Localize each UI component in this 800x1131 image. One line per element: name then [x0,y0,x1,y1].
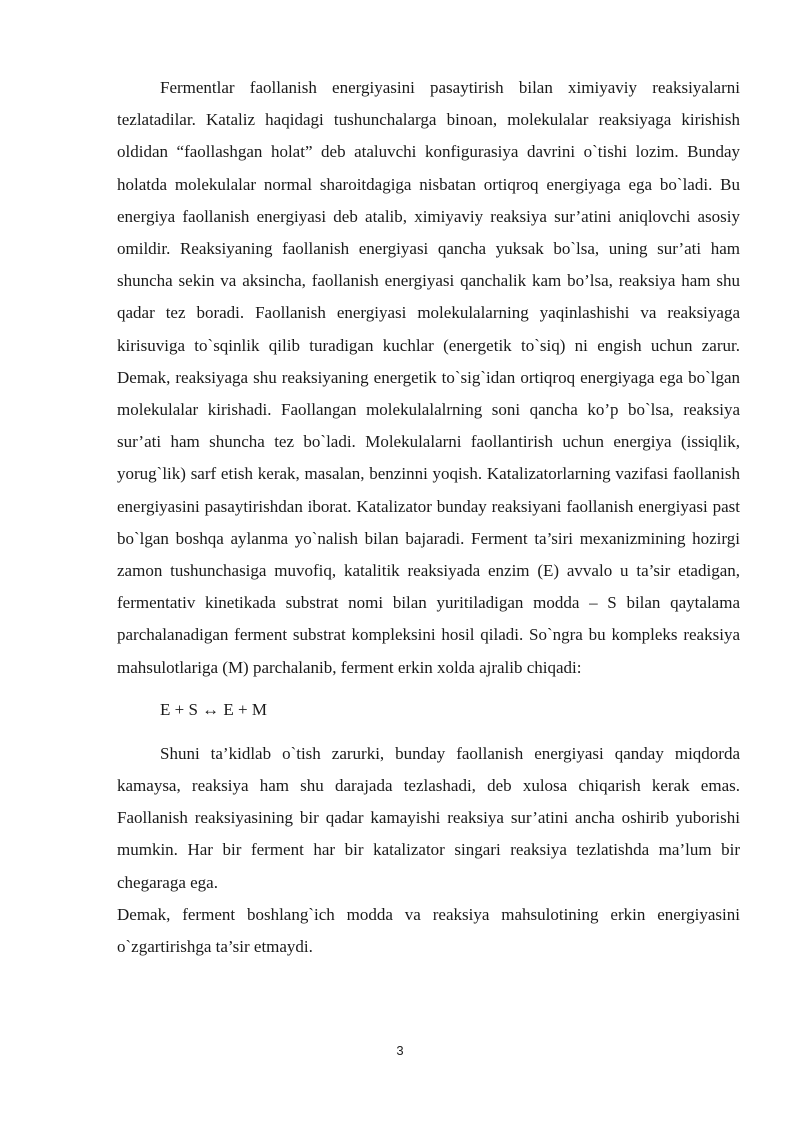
page-number: 3 [396,1043,404,1058]
paragraph-activation-energy: Fermentlar faollanish energiyasini pasaytirish bilan ximiyaviy reaksiyalarni tezlatadilar. Kataliz haqidagi tushunchalarga binoan, molekulalar reaksiyaga kirishish oldidan “faollashgan holat” deb ataluvchi konfigurasiya davrini o`tishi lozim. Bunday holatda molekulalar normal sharoitdagiga nisbatan ortiqroq energiyaga ega bo`ladi. Bu energiya faollanish energiyasi deb atalib, ximiyaviy reaksiya sur’atini aniqlovchi asosiy omildir. Reaksiyaning faollanish energiyasi qancha yuksak bo`lsa, uning sur’ati ham shuncha sekin va aksincha, faollanish energiyasi qanchalik kam bo’lsa, reaksiya ham shu qadar tez boradi. Faollanish energiyasi molekulalarning yaqinlashishi va reaksiyaga kirisuviga to`sqinlik qilib turadigan kuchlar (energetik to`siq) ni engish uchun zarur. Demak, reaksiyaga shu reaksiyaning energetik to`sig`idan ortiqroq energiyaga ega bo`lgan molekulalar kirishadi. Faollangan molekulalalrning soni qancha ko’p bo`lsa, reaksiya sur’ati ham shuncha tez bo`ladi. Molekulalarni faollantirish uchun energiya (issiqlik, yorug`lik) sarf etish kerak, masalan, benzinni yoqish. Katalizatorlarning vazifasi faollanish energiyasini pasaytirishdan iborat. Katalizator bunday reaksiyani faollanish energiyasi past bo`lgan boshqa aylanma yo`nalish bilan bajaradi. Ferment ta’siri mexanizmining hozirgi zamon tushunchasiga muvofiq, katalitik reaksiyada enzim (E) avvalo u ta’sir etadigan, fermentativ kinetikada substrat nomi bilan yuritiladigan modda – S bilan qaytalama parchalanadigan ferment substrat kompleksini hosil qiladi. So`ngra bu kompleks reaksiya mahsulotlariga (M) parchalanib, ferment erkin xolda ajralib chiqadi: [117,78,740,677]
paragraph-limit: Shuni ta’kidlab o`tish zarurki, bunday faollanish energiyasi qanday miqdorda kamaysa, reaksiya ham shu darajada tezlashadi, deb xulosa chiqarish kerak emas. Faollanish reaksiyasining bir qadar kamayishi reaksiya sur’atini ancha oshirib yuborishi mumkin. Har bir ferment har bir katalizator singari reaksiya tezlatishda ma’lum bir chegaraga ega. [117,743,740,892]
document-page [117,72,740,963]
paragraph-conclusion: Demak, ferment boshlang`ich modda va reaksiya mahsulotining erkin energiyasini o`zgartirishga ta’sir etmaydi. [117,904,740,957]
reaction-formula: E + S ↔ E + M [160,699,268,719]
